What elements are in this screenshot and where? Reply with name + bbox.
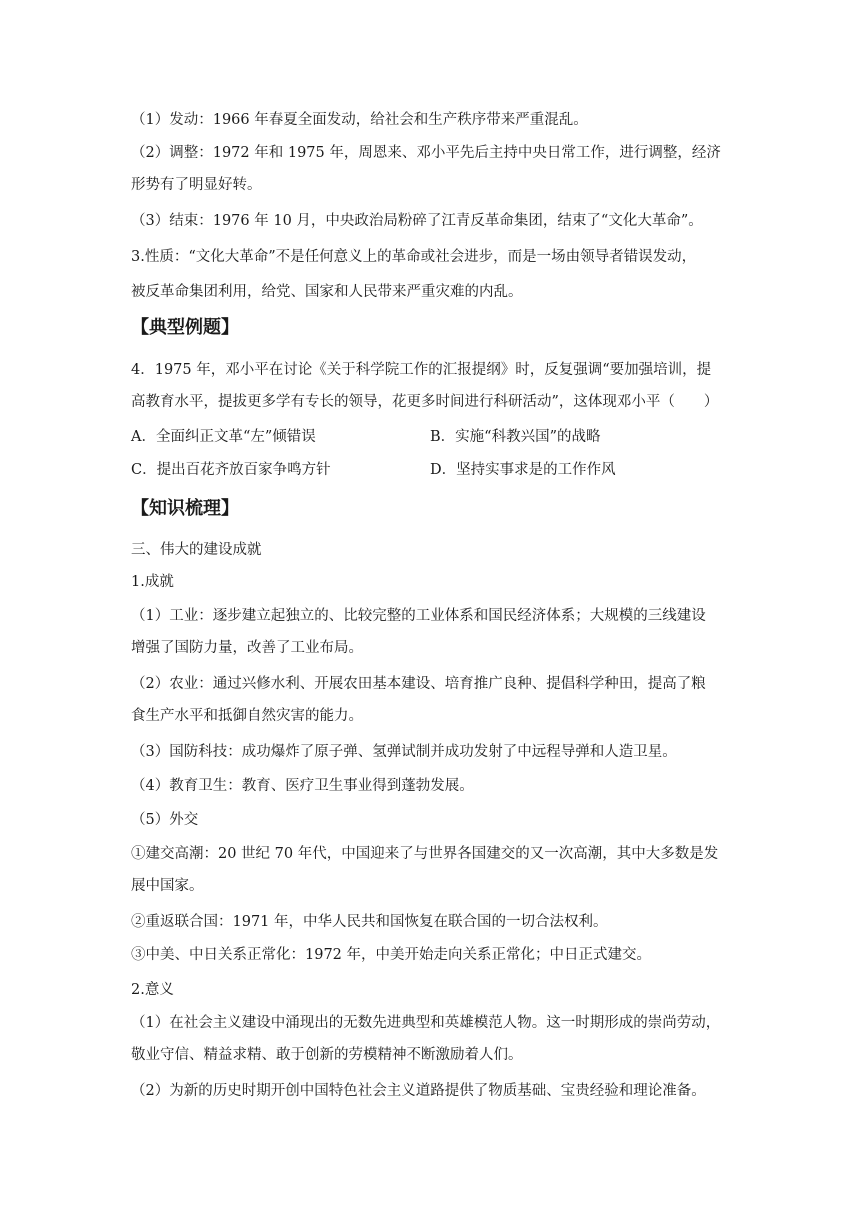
- text-line: 被反革命集团利用，给党、国家和人民带来严重灾难的内乱。: [131, 284, 523, 300]
- text-line: （2）为新的历史时期开创中国特色社会主义道路提供了物质基础、宝贵经验和理论准备。: [131, 1083, 706, 1099]
- option-d: D．坚持实事求是的工作作风: [430, 462, 616, 478]
- text-line: （2）农业：通过兴修水利、开展农田基本建设、培育推广良种、提倡科学种田，提高了粮: [131, 676, 706, 692]
- text-line: （5）外交: [131, 812, 199, 828]
- text-line: 展中国家。: [131, 878, 204, 894]
- text-line: 食生产水平和抵御自然灾害的能力。: [131, 708, 363, 724]
- text-line: ②重返联合国：1971 年，中华人民共和国恢复在联合国的一切合法权利。: [131, 914, 608, 930]
- section-heading-knowledge: 【知识梳理】: [131, 498, 239, 519]
- text-line: 三、伟大的建设成就: [131, 542, 262, 558]
- text-line: （2）调整：1972 年和 1975 年，周恩来、邓小平先后主持中央日常工作，进行调整，经济: [131, 145, 721, 161]
- text-line: 1.成就: [131, 574, 174, 590]
- text-line: 增强了国防力量，改善了工业布局。: [131, 640, 363, 656]
- text-line: 3.性质：“文化大革命”不是任何意义上的革命或社会进步，而是一场由领导者错误发动，: [131, 249, 697, 265]
- text-line: （3）国防科技：成功爆炸了原子弹、氢弹试制并成功发射了中远程导弹和人造卫星。: [131, 744, 677, 760]
- text-line: （1）发动：1966 年春夏全面发动，给社会和生产秩序带来严重混乱。: [131, 112, 588, 128]
- section-heading-examples: 【典型例题】: [131, 317, 239, 338]
- text-line: ③中美、中日关系正常化：1972 年，中美开始走向关系正常化；中日正式建交。: [131, 947, 652, 963]
- option-b: B．实施“科教兴国”的战略: [430, 429, 601, 445]
- text-line: （1）工业：逐步建立起独立的、比较完整的工业体系和国民经济体系；大规模的三线建设: [131, 608, 706, 624]
- text-line: 2.意义: [131, 982, 174, 998]
- option-c: C．提出百花齐放百家争鸣方针: [131, 462, 331, 478]
- text-line: 敬业守信、精益求精、敢于创新的劳模精神不断激励着人们。: [131, 1047, 523, 1063]
- question-line: 高教育水平，提拔更多学有专长的领导，花更多时间进行科研活动”，这体现邓小平（ ）: [131, 394, 719, 410]
- text-line: （4）教育卫生：教育、医疗卫生事业得到蓬勃发展。: [131, 778, 474, 794]
- text-line: （3）结束：1976 年 10 月，中央政治局粉碎了江青反革命集团，结束了“文化大革命”。: [131, 213, 703, 229]
- text-line: 形势有了明显好转。: [131, 177, 262, 193]
- option-a: A．全面纠正文革“左”倾错误: [131, 429, 316, 445]
- text-line: （1）在社会主义建设中涌现出的无数先进典型和英雄模范人物。这一时期形成的崇尚劳动，: [131, 1015, 721, 1031]
- question-line: 4．1975 年，邓小平在讨论《关于科学院工作的汇报提纲》时，反复强调“要加强培训，提: [131, 362, 712, 378]
- text-line: ①建交高潮：20 世纪 70 年代，中国迎来了与世界各国建交的又一次高潮，其中大多数是发: [131, 846, 719, 862]
